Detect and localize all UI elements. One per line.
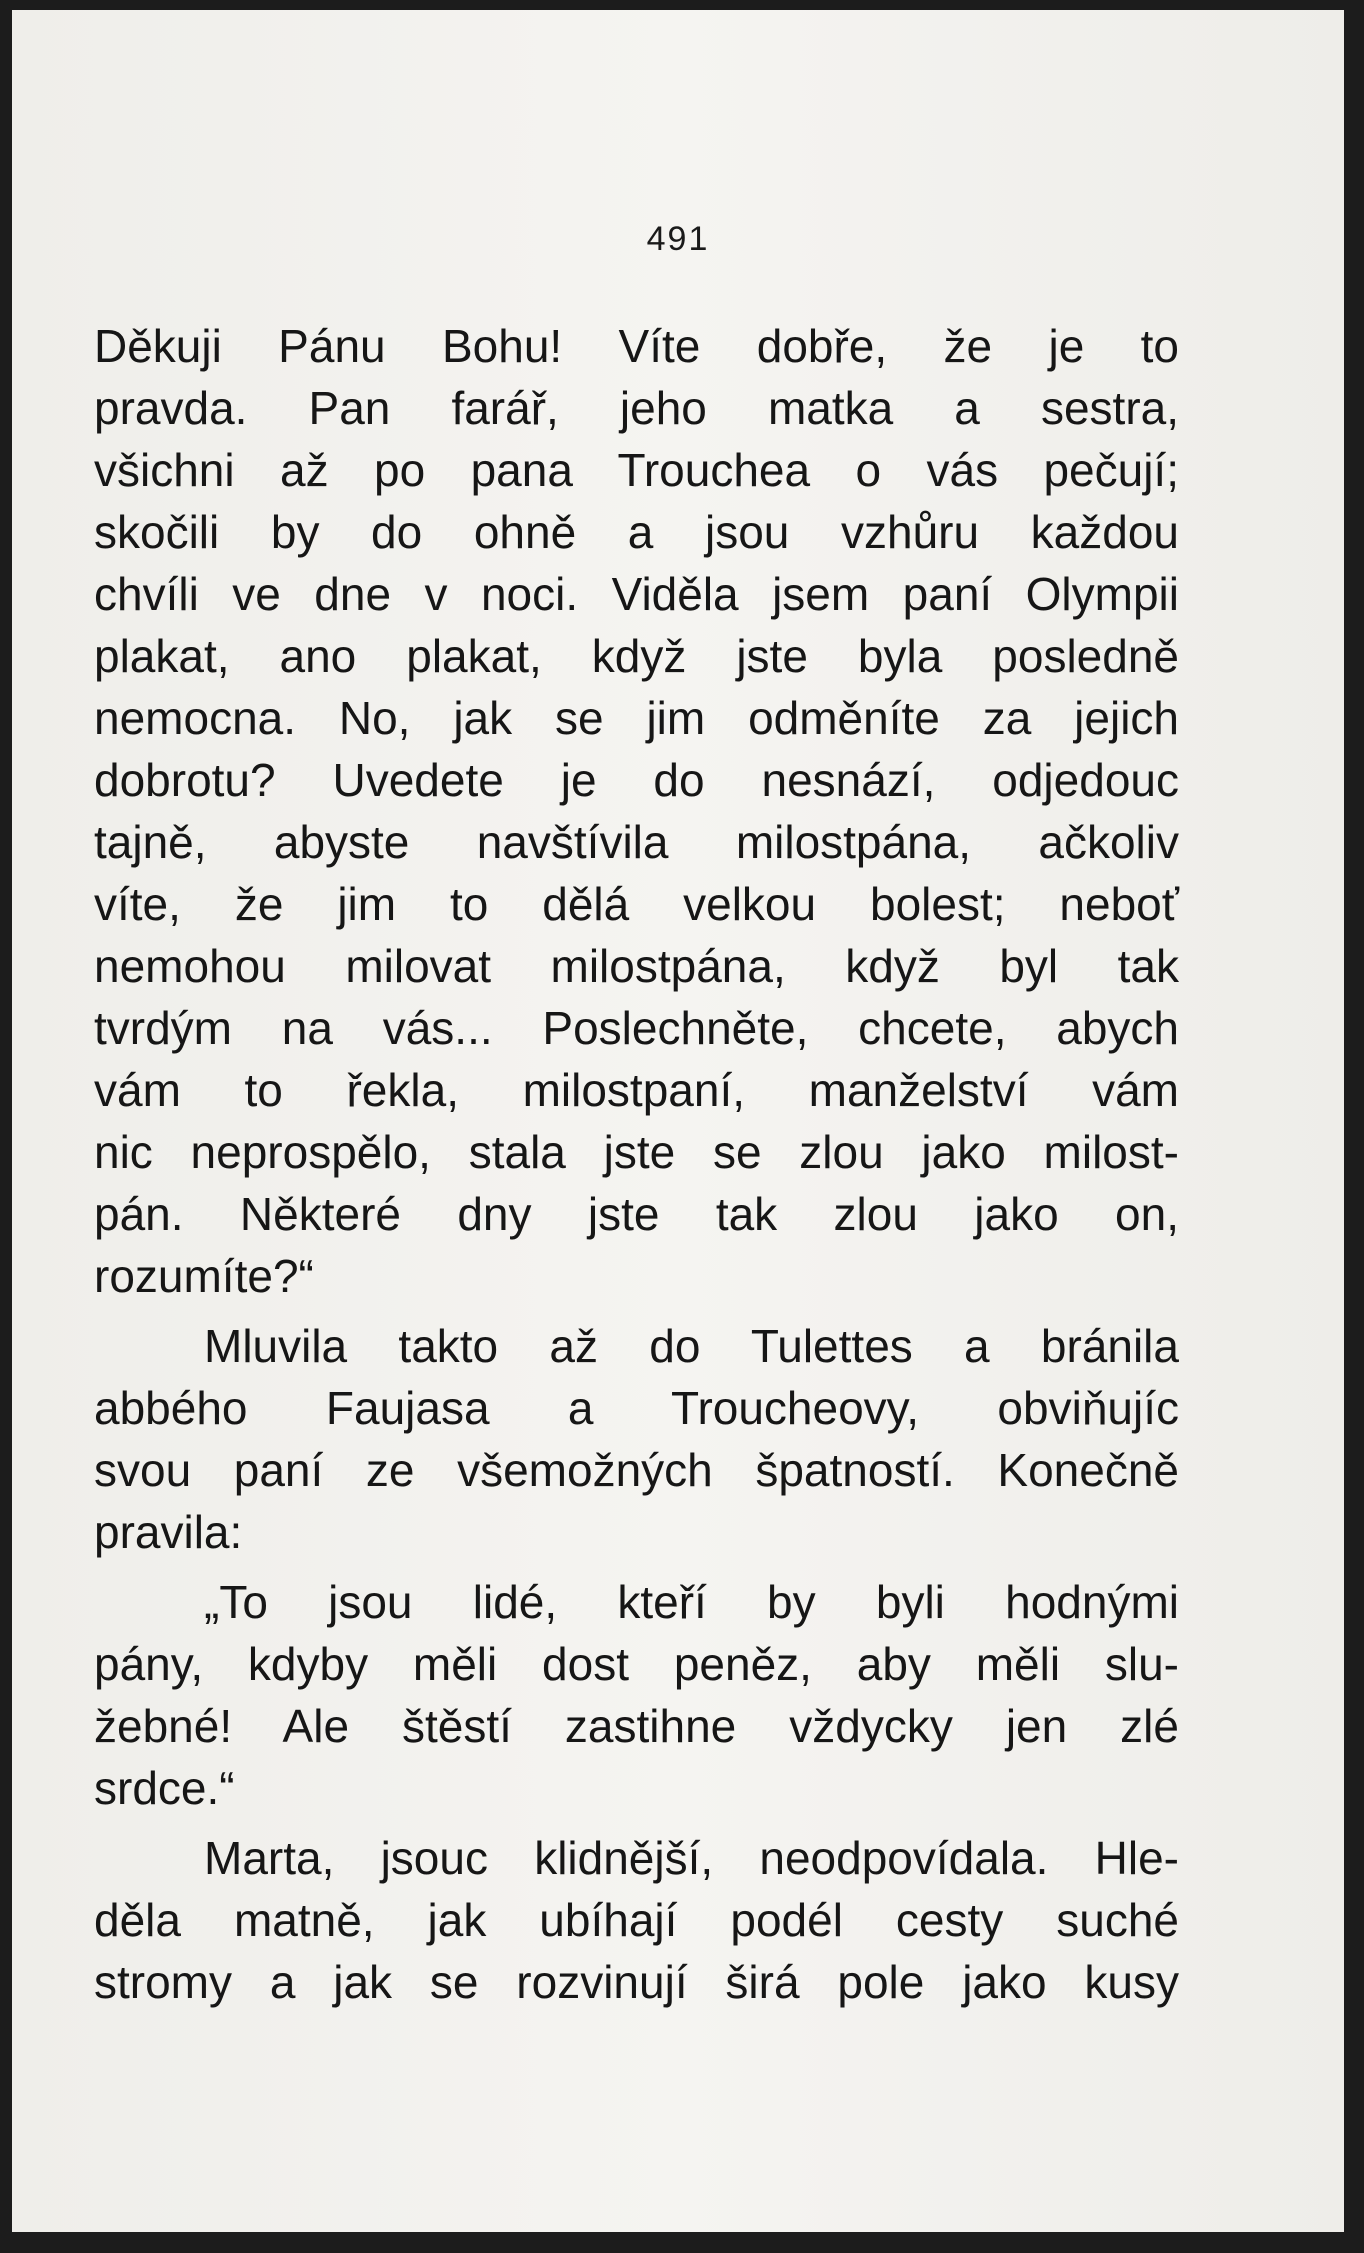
text-line: pány, kdyby měli dost peněz, aby měli slu- (94, 1638, 1179, 1690)
text-line: nemocna. No, jak se jim odměníte za jejich (94, 692, 1179, 744)
text-line: plakat, ano plakat, když jste byla posledně (94, 630, 1179, 682)
text-line: všichni až po pana Trouchea o vás pečují; (94, 444, 1179, 496)
text-line: Děkuji Pánu Bohu! Víte dobře, že je to (94, 320, 1179, 372)
text-line: tajně, abyste navštívila milostpána, ačkoliv (94, 816, 1179, 868)
text-line: Marta, jsouc klidnější, neodpovídala. Hle- (204, 1832, 1179, 1884)
text-line: chvíli ve dne v noci. Viděla jsem paní Olympii (94, 568, 1179, 620)
page-number: 491 (646, 220, 710, 258)
text-line: tvrdým na vás... Poslechněte, chcete, abych (94, 1002, 1179, 1054)
text-line: skočili by do ohně a jsou vzhůru každou (94, 506, 1179, 558)
text-line: dobrotu? Uvedete je do nesnází, odjedouc (94, 754, 1179, 806)
text-line: svou paní ze všemožných špatností. Konečně (94, 1444, 1179, 1496)
text-line: nemohou milovat milostpána, když byl tak (94, 940, 1179, 992)
text-line: rozumíte?“ (94, 1250, 314, 1302)
book-page (12, 10, 1344, 2232)
paragraph (94, 1571, 1179, 1819)
text-line: pravila: (94, 1506, 243, 1558)
text-line: srdce.“ (94, 1762, 235, 1814)
paragraph (94, 315, 1179, 1307)
text-line: pravda. Pan farář, jeho matka a sestra, (94, 382, 1179, 434)
text-line: žebné! Ale štěstí zastihne vždycky jen zlé (94, 1700, 1179, 1752)
text-line: děla matně, jak ubíhají podél cesty suché (94, 1894, 1179, 1946)
text-line: stromy a jak se rozvinují širá pole jako kusy (94, 1956, 1179, 2008)
text-line: Mluvila takto až do Tulettes a bránila (204, 1320, 1179, 1372)
page-text (94, 315, 1179, 2013)
paragraph (94, 1827, 1179, 2013)
text-line: abbého Faujasa a Troucheovy, obviňujíc (94, 1382, 1179, 1434)
text-line: „To jsou lidé, kteří by byli hodnými (204, 1576, 1179, 1628)
text-line: víte, že jim to dělá velkou bolest; neboť (94, 878, 1179, 930)
paragraph (94, 1315, 1179, 1563)
text-line: nic neprospělo, stala jste se zlou jako milost- (94, 1126, 1179, 1178)
text-line: vám to řekla, milostpaní, manželství vám (94, 1064, 1179, 1116)
text-line: pán. Některé dny jste tak zlou jako on, (94, 1188, 1179, 1240)
